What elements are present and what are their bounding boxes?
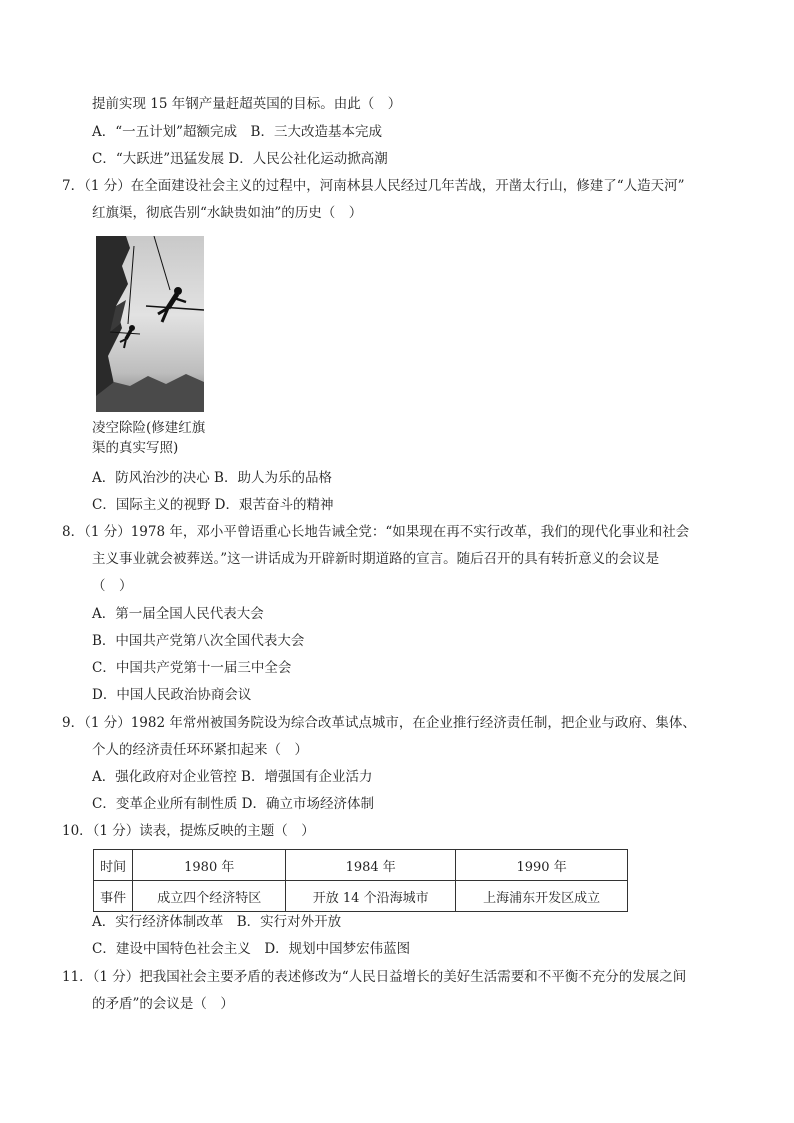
- q10-options-cd: C．建设中国特色社会主义 D．规划中国梦宏伟蓝图: [92, 941, 411, 957]
- q7-stem-line2: 红旗渠，彻底告别“水缺贵如油”的历史（ ）: [92, 205, 363, 221]
- q6-options-cd: C．“大跃进”迅猛发展 D．人民公社化运动掀高潮: [92, 151, 388, 167]
- q7-photo-image: [96, 236, 204, 412]
- table-row: [94, 850, 628, 881]
- q6-stem-continued: 提前实现 15 年钢产量赶超英国的目标。由此（ ）: [92, 96, 402, 112]
- q8-stem-line2: 主义事业就会被葬送。”这一讲话成为开辟新时期道路的宣言。随后召开的具有转折意义的会议是: [92, 551, 660, 567]
- q7-stem-line1: 7．（1 分）在全面建设社会主义的过程中，河南林县人民经过几年苦战，开凿太行山，修建了“人造天河”: [62, 178, 685, 194]
- q8-option-c: C．中国共产党第十一届三中全会: [92, 660, 292, 676]
- q8-stem-line1: 8．（1 分）1978 年，邓小平曾语重心长地告诫全党：“如果现在再不实行改革，我们的现代化事业和社会: [62, 524, 690, 540]
- q11-stem-line2: 的矛盾”的会议是（ ）: [92, 996, 234, 1012]
- table-cell: 成立四个经济特区: [133, 881, 286, 912]
- q8-option-a: A．第一届全国人民代表大会: [92, 606, 264, 622]
- q7-photo-caption: 凌空除险(修建红旗渠的真实写照): [92, 420, 206, 456]
- table-cell: 开放 14 个沿海城市: [286, 881, 456, 912]
- q9-options-cd: C．变革企业所有制性质 D．确立市场经济体制: [92, 796, 374, 812]
- q9-stem-line1: 9．（1 分）1982 年常州被国务院设为综合改革试点城市，在企业推行经济责任制，把企业与政府、集体、: [62, 715, 696, 731]
- table-cell: 1990 年: [456, 850, 628, 881]
- q10-events-table: [93, 849, 628, 912]
- q9-stem-line2: 个人的经济责任环环紧扣起来（ ）: [92, 742, 308, 758]
- q8-stem-line3: （ ）: [92, 578, 133, 594]
- q7-options-ab: A．防风治沙的决心 B．助人为乐的品格: [92, 470, 332, 486]
- table-cell: 1980 年: [133, 850, 286, 881]
- table-row: [94, 881, 628, 912]
- cliff-climbers-illustration: [96, 236, 204, 412]
- q10-stem: 10．（1 分）读表，提炼反映的主题（ ）: [62, 823, 315, 839]
- q10-options-ab: A．实行经济体制改革 B．实行对外开放: [92, 914, 342, 930]
- q8-option-b: B．中国共产党第八次全国代表大会: [92, 633, 305, 649]
- table-cell: 1984 年: [286, 850, 456, 881]
- q7-options-cd: C．国际主义的视野 D．艰苦奋斗的精神: [92, 497, 334, 513]
- q9-options-ab: A．强化政府对企业管控 B．增强国有企业活力: [92, 769, 373, 785]
- q11-stem-line1: 11．（1 分）把我国社会主要矛盾的表述修改为“人民日益增长的美好生活需要和不平衡不充分的发展之间: [62, 969, 687, 985]
- table-cell: 上海浦东开发区成立: [456, 881, 628, 912]
- q8-option-d: D．中国人民政治协商会议: [92, 687, 252, 703]
- table-cell: 事件: [94, 881, 133, 912]
- table-cell: 时间: [94, 850, 133, 881]
- q6-options-ab: A．“一五计划”超额完成 B．三大改造基本完成: [92, 124, 382, 140]
